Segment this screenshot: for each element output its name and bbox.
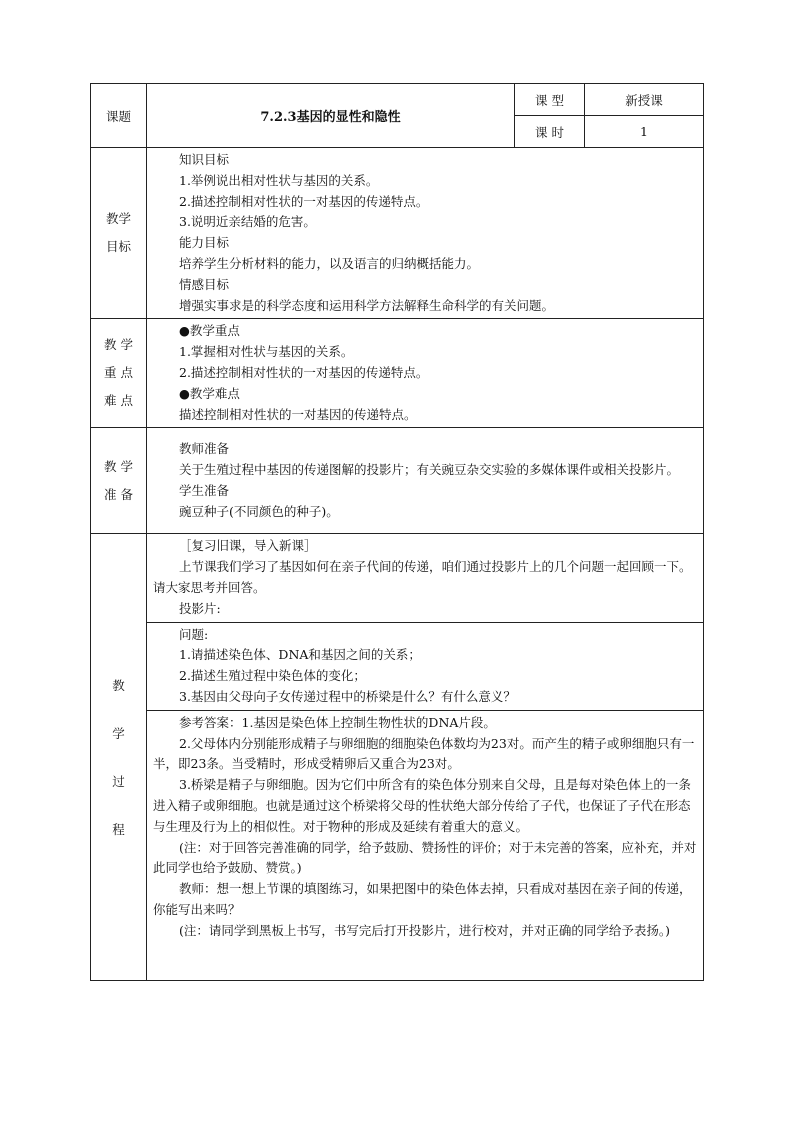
teacher-prep-heading: 教师准备 bbox=[179, 441, 230, 457]
goal-line: 1.举例说出相对性状与基因的关系。 bbox=[179, 172, 379, 188]
answer-paragraph: 3.桥梁是精子与卵细胞。因为它们中所含有的染色体分别来自父母，且是每对染色体上的一条进入精子或卵细胞。也就是通过这个桥梁将父母的性状绝大部分传给了子代，也保证了子代在形态与生理及行为上的相似性。对于物种的形成及延续有着重大的意义。 bbox=[153, 777, 691, 834]
goal-line: 知识目标 bbox=[179, 152, 230, 167]
topic-label: 课题 bbox=[91, 84, 147, 148]
preparation-content bbox=[147, 428, 704, 534]
goal-line: 2.描述控制相对性状的一对基因的传递特点。 bbox=[179, 193, 429, 209]
answer-paragraph: 2.父母体内分别能形成精子与卵细胞的细胞染色体数均为23对。而产生的精子或卵细胞只有一半，即23条。当受精时，形成受精卵后又重合为23对。 bbox=[153, 735, 695, 772]
lesson-title: 7.2.3基因的显性和隐性 bbox=[147, 84, 515, 148]
goal-line: 能力目标 bbox=[179, 235, 230, 251]
key-points-content bbox=[147, 319, 704, 428]
answer-paragraph: (注：请同学到黑板上书写，书写完后打开投影片，进行校对，并对正确的同学给予表扬。) bbox=[179, 922, 671, 938]
intro-heading: ［复习旧课，导入新课］ bbox=[179, 538, 317, 554]
goal-line: 增强实事求是的科学态度和运用科学方法解释生命科学的有关问题。 bbox=[179, 297, 555, 313]
intro-text: 上节课我们学习了基因如何在亲子代间的传递，咱们通过投影片上的几个问题一起回顾一下。请大家思考并回答。 bbox=[153, 559, 692, 595]
lesson-hours-value: 1 bbox=[585, 116, 704, 148]
projection-label: 投影片: bbox=[179, 600, 221, 616]
lesson-hours-label: 课 时 bbox=[515, 116, 585, 148]
questions-heading: 问题: bbox=[179, 626, 209, 642]
key-point-line: 1.掌握相对性状与基因的关系。 bbox=[179, 344, 354, 360]
answers-box bbox=[147, 710, 704, 980]
key-point-line: 描述控制相对性状的一对基因的传递特点。 bbox=[179, 406, 417, 422]
answer-paragraph: 教师：想一想上节课的填图练习，如果把图中的染色体去掉，只看成对基因在亲子间的传递，你能写出来吗？ bbox=[153, 881, 692, 917]
question-item: 2.描述生殖过程中染色体的变化； bbox=[179, 668, 366, 684]
answer-paragraph: 参考答案：1.基因是染色体上控制生物性状的DNA片段。 bbox=[179, 714, 496, 730]
student-prep-heading: 学生准备 bbox=[179, 482, 230, 498]
question-item: 3.基因由父母向子女传递过程中的桥梁是什么？有什么意义？ bbox=[179, 688, 516, 704]
goal-line: 培养学生分析材料的能力，以及语言的归纳概括能力。 bbox=[179, 255, 480, 271]
lesson-plan-table bbox=[90, 83, 704, 981]
key-points-label: 教 学 重 点 难 点 bbox=[91, 319, 147, 428]
lesson-type-label: 课 型 bbox=[515, 84, 585, 116]
goal-line: 3.说明近亲结婚的危害。 bbox=[179, 214, 316, 230]
process-intro bbox=[147, 534, 704, 622]
key-point-line: ●教学重点 bbox=[179, 323, 240, 339]
goals-label: 教学 目标 bbox=[91, 148, 147, 319]
goals-content bbox=[147, 148, 704, 319]
teacher-prep-text: 关于生殖过程中基因的传递图解的投影片；有关豌豆杂交实验的多媒体课件或相关投影片。 bbox=[179, 462, 680, 478]
key-point-line: 2.描述控制相对性状的一对基因的传递特点。 bbox=[179, 364, 429, 380]
answer-paragraph: (注：对于回答完善准确的同学，给予鼓励、赞扬性的评价；对于未完善的答案，应补充，并对此同学也给予鼓励、赞赏。) bbox=[153, 839, 697, 876]
lesson-type-value: 新授课 bbox=[585, 84, 704, 116]
goal-line: 情感目标 bbox=[179, 276, 230, 292]
key-point-line: ●教学难点 bbox=[179, 385, 240, 401]
questions-box bbox=[147, 622, 704, 710]
question-item: 1.请描述染色体、DNA和基因之间的关系； bbox=[179, 647, 421, 663]
preparation-label: 教 学 准 备 bbox=[91, 428, 147, 534]
student-prep-text: 豌豆种子(不同颜色的种子)。 bbox=[179, 503, 339, 519]
process-label: 教 学 过 程 bbox=[91, 534, 147, 980]
